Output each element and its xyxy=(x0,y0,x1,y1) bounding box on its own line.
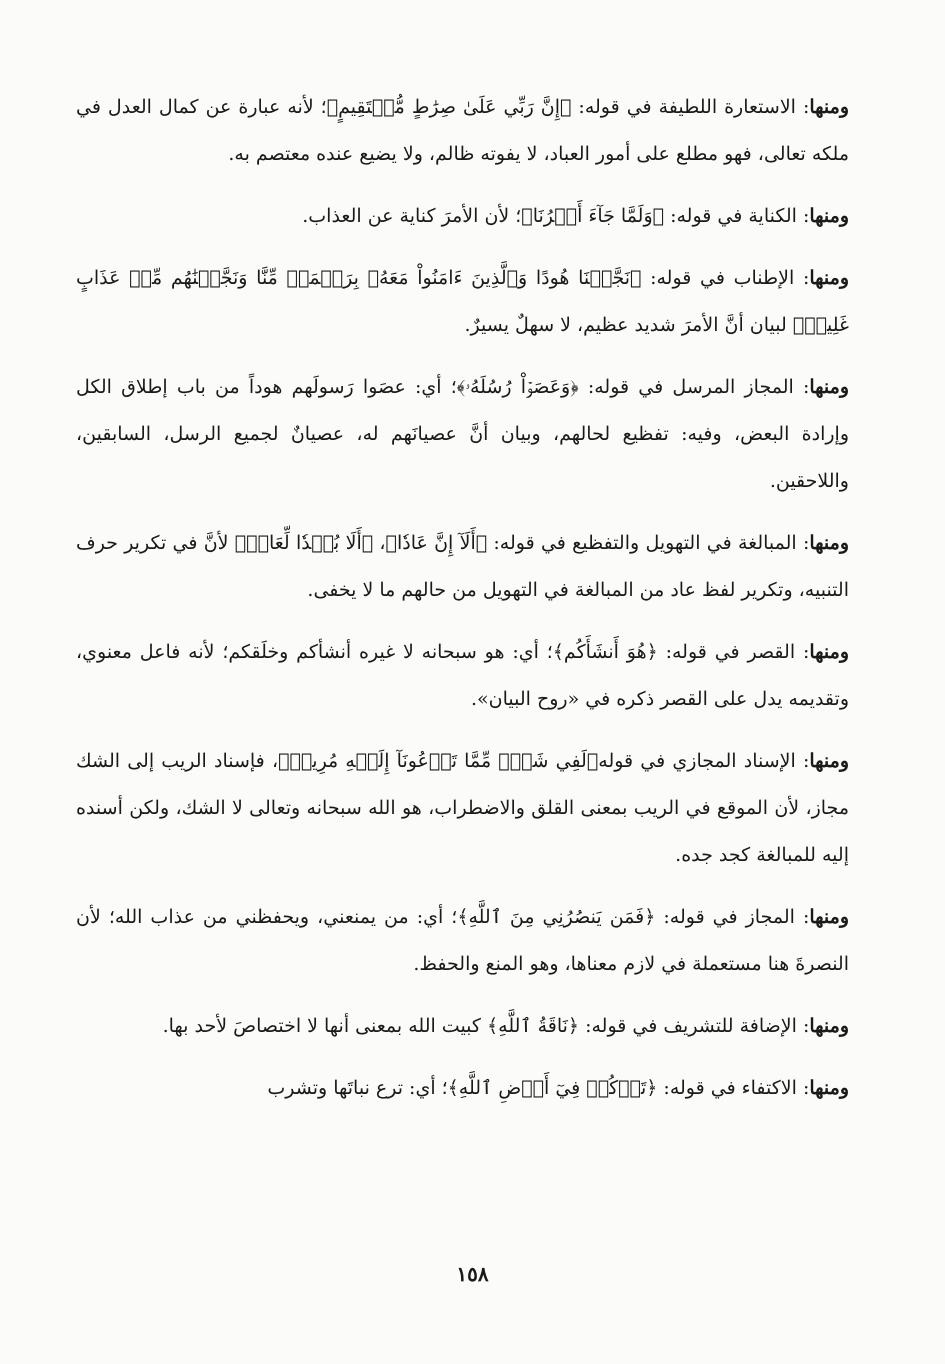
paragraph-lead: ومنها xyxy=(809,641,849,663)
paragraph-lead: ومنها xyxy=(809,1015,849,1037)
paragraph xyxy=(76,1003,849,1050)
paragraph-lead: ومنها xyxy=(809,376,849,398)
paragraph-lead: ومنها xyxy=(809,267,849,289)
paragraph-text: : المبالغة في التهويل والتفظيع في قوله: ﴿أَلَآ إِنَّ عَادٗا﴾، ﴿أَلَا بُعۡدٗا لِّعَادٖ﴾ لأنَّ في تكرير حرف التنبيه، وتكرير لفظ عاد من المبالغة في التهويل من حالهم ما لا يخفى. xyxy=(76,532,849,601)
paragraph xyxy=(76,738,849,879)
paragraph-lead: ومنها xyxy=(809,906,849,928)
paragraph-lead: ومنها xyxy=(809,750,849,772)
paragraph xyxy=(76,84,849,178)
page-number: ١٥٨ xyxy=(456,1262,489,1286)
paragraph-text: : الإضافة للتشريف في قوله: ﴿نَاقَةُ ٱللَّهِ﴾ كبيت الله بمعنى أنها لا اختصاصَ لأحد بها. xyxy=(162,1015,810,1037)
paragraph-lead: ومنها xyxy=(809,205,849,227)
paragraph-text: : القصر في قوله: ﴿هُوَ أَنشَأَكُم﴾؛ أي: هو سبحانه لا غيره أنشأكم وخلَقكم؛ لأنه فاعل معنوي، وتقديمه يدل على القصر ذكره في «روح البيان». xyxy=(76,641,849,710)
paragraph-lead: ومنها xyxy=(809,1077,849,1099)
paragraph-text: : الاكتفاء في قوله: ﴿تَأۡكُلۡ فِيٓ أَرۡضِ ٱللَّهِ﴾؛ أي: ترع نباتَها وتشرب xyxy=(267,1077,810,1099)
paragraph-lead: ومنها xyxy=(809,96,849,118)
paragraph xyxy=(76,1065,849,1112)
text-block xyxy=(76,84,849,1127)
paragraph xyxy=(76,193,849,240)
paragraph xyxy=(76,894,849,988)
paragraph-text: : الإطناب في قوله: ﴿نَجَّيۡنَا هُودًا وَٱلَّذِينَ ءَامَنُواْ مَعَهُۥ بِرَحۡمَةٖ مِّنَّا وَنَجَّيۡنَٰهُم مِّنۡ عَذَابٍ غَلِيظٖ﴾ لبيان أنَّ الأمرَ شديد عظيم، لا سهلٌ يسيرٌ. xyxy=(76,267,849,336)
paragraph-text: : المجاز في قوله: ﴿فَمَن يَنصُرُنِي مِنَ ٱللَّهِ﴾؛ أي: من يمنعني، ويحفظني من عذاب الله؛ لأن النصرةَ هنا مستعملة في لازم معناها، وهو المنع والحفظ. xyxy=(76,906,849,975)
paragraph xyxy=(76,364,849,505)
paragraph-text: : الإسناد المجازي في قوله﴿لَفِي شَكّٖ مِّمَّا تَدۡعُونَآ إِلَيۡهِ مُرِيبٖ﴾، فإسناد الريب إلى الشك مجاز، لأن الموقع في الريب بمعنى القلق والاضطراب، هو الله سبحانه وتعالى لا الشك، ولكن أسنده إليه للمبالغة كجد جده. xyxy=(76,750,849,866)
paragraph-text: : المجاز المرسل في قوله: ﴿وَعَصَوۡاْ رُسُلَهُۥ﴾؛ أي: عصَوا رَسولَهم هوداً من باب إطلاق الكل وإرادة البعض، وفيه: تفظيع لحالهم، وبيان أنَّ عصيانَهم له، عصيانٌ لجميع الرسل، السابقين، واللاحقين. xyxy=(76,376,849,492)
paragraph-text: : الكناية في قوله: ﴿وَلَمَّا جَآءَ أَمۡرُنَا﴾؛ لأن الأمرَ كناية عن العذاب. xyxy=(302,205,810,227)
paragraph xyxy=(76,629,849,723)
paragraph xyxy=(76,520,849,614)
paragraph-text: : الاستعارة اللطيفة في قوله: ﴿إِنَّ رَبِّي عَلَىٰ صِرَٰطٍ مُّسۡتَقِيمٍ﴾؛ لأنه عبارة عن كمال العدل في ملكه تعالى، فهو مطلع على أمور العباد، لا يفوته ظالم، ولا يضيع عنده معتصم به. xyxy=(76,96,849,165)
paragraph xyxy=(76,255,849,349)
paragraph-lead: ومنها xyxy=(809,532,849,554)
